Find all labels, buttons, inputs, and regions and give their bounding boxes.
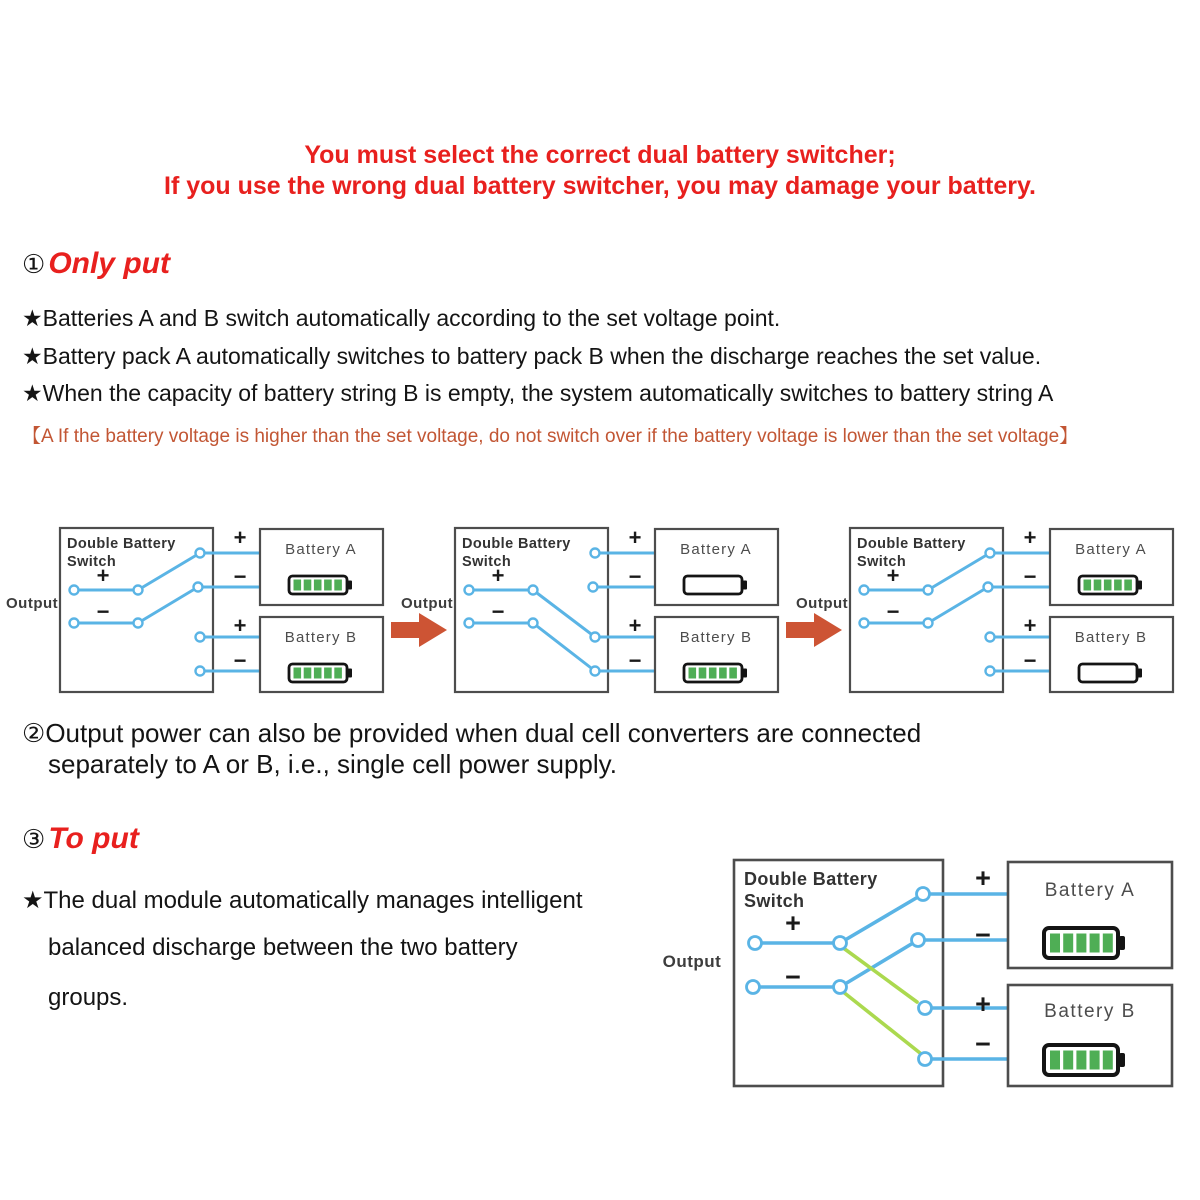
plus-sign: + — [785, 908, 801, 938]
battery-icon-full — [1044, 928, 1125, 958]
plus-sign: + — [628, 613, 642, 638]
switch-box — [60, 528, 213, 692]
terminal — [860, 619, 869, 628]
output-label: Output — [6, 595, 59, 612]
section2-line1 — [22, 718, 921, 749]
switch-title-line2: Switch — [744, 891, 805, 911]
terminal — [591, 667, 600, 676]
section2-line2: separately to A or B, i.e., single cell power supply. — [48, 749, 617, 779]
minus-sign: − — [628, 564, 642, 589]
battery-b-label: Battery B — [1044, 1001, 1136, 1022]
minus-sign: − — [1023, 564, 1037, 589]
battery-a-label: Battery A — [285, 541, 357, 558]
terminal — [917, 888, 930, 901]
minus-sign: − — [628, 648, 642, 673]
terminal — [134, 586, 143, 595]
switch-title-line1: Double Battery — [857, 536, 966, 552]
battery-a-label: Battery A — [1075, 541, 1147, 558]
terminal — [70, 619, 79, 628]
plus-sign: + — [1023, 525, 1037, 550]
minus-sign: − — [886, 599, 900, 624]
terminal — [529, 586, 538, 595]
warning-text — [0, 140, 1200, 202]
switch-title-line1: Double Battery — [744, 869, 878, 889]
battery-icon-full — [289, 664, 352, 682]
terminal — [465, 619, 474, 628]
battery-icon-full — [289, 576, 352, 594]
section3-number: ③ — [22, 824, 46, 854]
battery-icon-empty — [1079, 664, 1142, 682]
switch-title-line1: Double Battery — [462, 536, 571, 552]
terminal — [749, 937, 762, 950]
minus-sign: − — [1023, 648, 1037, 673]
diagram-state-1 — [6, 525, 383, 692]
terminal — [134, 619, 143, 628]
battery-icon-full — [684, 664, 747, 682]
switch-box — [850, 528, 1003, 692]
balanced-discharge-diagram — [640, 845, 1200, 1100]
terminal — [465, 586, 474, 595]
section1-title: Only put — [48, 247, 170, 280]
battery-a-label: Battery A — [1044, 880, 1136, 901]
section1-heading — [22, 247, 170, 281]
minus-sign: − — [233, 564, 247, 589]
plus-sign: + — [975, 989, 991, 1019]
battery-icon-full — [1044, 1045, 1125, 1075]
switch-title-line2: Switch — [857, 554, 907, 570]
section1-bullet-1: ★Batteries A and B switch automatically according to the set voltage point. — [22, 305, 781, 331]
section3-line-2: balanced discharge between the two battery — [48, 934, 518, 961]
terminal — [196, 633, 205, 642]
terminal — [924, 586, 933, 595]
terminal — [834, 937, 847, 950]
terminal — [912, 934, 925, 947]
section3-line-3: groups. — [48, 984, 129, 1011]
battery-icon-full — [1079, 576, 1142, 594]
minus-sign: − — [785, 962, 801, 992]
terminal — [70, 586, 79, 595]
terminal — [194, 583, 203, 592]
terminal — [747, 981, 760, 994]
terminal — [591, 633, 600, 642]
section3-heading — [22, 822, 139, 856]
switch-state-diagrams — [0, 520, 1200, 705]
terminal — [834, 981, 847, 994]
diagram-state-3 — [796, 525, 1173, 692]
section1-bullet-3: ★When the capacity of battery string B is empty, the system automatically switches to battery string A — [22, 380, 1054, 406]
battery-a-label: Battery A — [680, 541, 752, 558]
plus-sign: + — [628, 525, 642, 550]
battery-b-label: Battery B — [679, 629, 753, 646]
terminal — [860, 586, 869, 595]
terminal — [919, 1053, 932, 1066]
battery-b-label: Battery B — [284, 629, 358, 646]
terminal — [529, 619, 538, 628]
plus-sign: + — [491, 563, 505, 588]
section2-text — [22, 718, 921, 780]
warning-line-2: If you use the wrong dual battery switcher, you may damage your battery. — [164, 172, 1036, 200]
switch-title-line2: Switch — [67, 554, 117, 570]
output-label: Output — [796, 595, 849, 612]
minus-sign: − — [233, 648, 247, 673]
warning-line-1: You must select the correct dual battery switcher; — [304, 141, 896, 169]
terminal — [986, 633, 995, 642]
terminal — [589, 583, 598, 592]
terminal — [591, 549, 600, 558]
section2-number: ② — [22, 718, 46, 748]
terminal — [986, 667, 995, 676]
section1-number: ① — [22, 249, 46, 279]
battery-b-label: Battery B — [1074, 629, 1148, 646]
minus-sign: − — [96, 599, 110, 624]
arrow-right-icon — [786, 613, 842, 647]
terminal — [986, 549, 995, 558]
plus-sign: + — [975, 863, 991, 893]
section3-title: To put — [48, 822, 139, 855]
output-label: Output — [662, 952, 722, 971]
plus-sign: + — [233, 613, 247, 638]
output-label: Output — [401, 595, 454, 612]
arrow-right-icon — [391, 613, 447, 647]
battery-icon-empty — [684, 576, 747, 594]
switch-title-line1: Double Battery — [67, 536, 176, 552]
minus-sign: − — [975, 1029, 991, 1059]
terminal — [196, 549, 205, 558]
switch-box — [455, 528, 608, 692]
section2-line1-text: Output power can also be provided when dual cell converters are connected — [45, 718, 922, 748]
terminal — [919, 1002, 932, 1015]
section1-bullet-2: ★Battery pack A automatically switches to battery pack B when the discharge reaches the set value. — [22, 343, 1042, 369]
plus-sign: + — [233, 525, 247, 550]
section1-note: 【A If the battery voltage is higher than the set voltage, do not switch over if the battery voltage is lower than the set voltage】 — [22, 426, 1079, 447]
terminal — [196, 667, 205, 676]
plus-sign: + — [1023, 613, 1037, 638]
minus-sign: − — [491, 599, 505, 624]
switch-title-line2: Switch — [462, 554, 512, 570]
terminal — [924, 619, 933, 628]
diagram-state-2 — [401, 525, 778, 692]
section3-line-1: ★The dual module automatically manages intelligent — [22, 887, 583, 914]
plus-sign: + — [886, 563, 900, 588]
terminal — [984, 583, 993, 592]
plus-sign: + — [96, 563, 110, 588]
minus-sign: − — [975, 920, 991, 950]
